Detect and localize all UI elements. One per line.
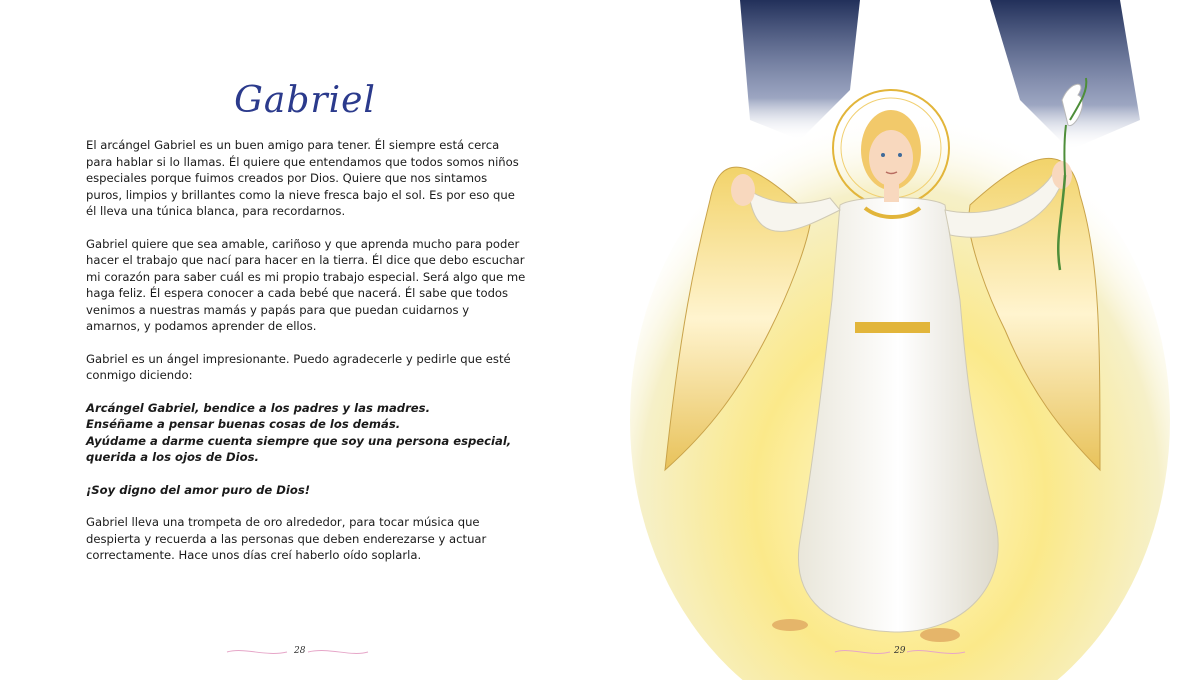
left-foot — [772, 619, 808, 631]
exclamation: ¡Soy digno del amor puro de Dios! — [86, 482, 311, 497]
face — [869, 130, 913, 186]
body-text — [86, 137, 526, 580]
angel-illustration — [600, 0, 1191, 680]
right-hand — [1052, 161, 1072, 189]
left-hand — [731, 174, 755, 206]
page-title: Gabriel — [234, 80, 376, 121]
prayer-line: Enséñame a pensar buenas cosas de los demás. — [86, 417, 401, 431]
right-foot — [920, 628, 960, 642]
prayer — [86, 400, 526, 466]
right-page — [600, 0, 1191, 680]
page-number-right: 29 — [894, 646, 906, 656]
page-number-left: 28 — [294, 646, 306, 656]
prayer-line: querida a los ojos de Dios. — [86, 450, 259, 464]
closing-paragraph: Gabriel lleva una trompeta de oro alrededor, para tocar música que despierta y recuerda a las personas que deben enderezarse y actuar correctamente. Hace unos días creí haberlo oído soplarla. — [86, 515, 487, 562]
prayer-line: Ayúdame a darme cuenta siempre que soy una persona especial, — [86, 433, 512, 448]
prayer-line: Arcángel Gabriel, bendice a los padres y las madres. — [86, 400, 430, 415]
paragraph-2: Gabriel quiere que sea amable, cariñoso y que aprenda mucho para poder hacer el trabajo que nací para hacer en la tierra. Él dice que debo escuchar mi corazón para saber cuál es mi propio trabajo especial. Será algo que me haga feliz. Él espera conocer a cada bebé que nacerá. Él sabe que todos venimos a nuestras mamás y papás para que puedan cuidarnos y amarnos, y podamos aprender de ellos. — [86, 236, 526, 333]
gold-belt — [855, 322, 930, 333]
paragraph-1: El arcángel Gabriel es un buen amigo para tener. Él siempre está cerca para hablar si lo llamas. Él quiere que entendamos que todos somos niños especiales porque fuimos creados por Dios. Quiere que nos sintamos puros, limpios y brillantes como la nieve fresca bajo el sol. Es por eso que él lleva una túnica blanca, para recordarnos. — [86, 138, 519, 218]
paragraph-3: Gabriel es un ángel impresionante. Puedo agradecerle y pedirle que esté conmigo diciendo: — [86, 351, 511, 382]
